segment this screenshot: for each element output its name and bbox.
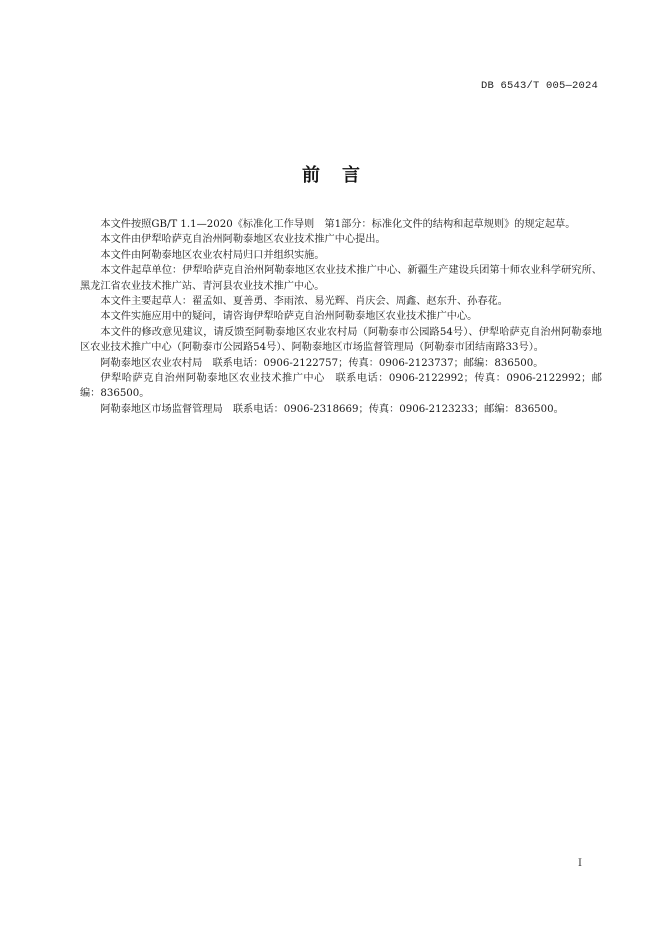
foreword-body (80, 217, 602, 417)
paragraph-contact-market-bureau: 阿勒泰地区市场监督管理局 联系电话：0906-2318669；传真：0906-2123233；邮编：836500。 (100, 403, 564, 415)
paragraph-drafting-units: 本文件起草单位：伊犁哈萨克自治州阿勒泰地区农业技术推广中心、新疆生产建设兵团第十师农业科学研究所、黑龙江省农业技术推广站、青河县农业技术推广中心。 (80, 265, 602, 292)
page-number: I (578, 858, 582, 869)
paragraph-administrator: 本文件由阿勒泰地区农业农村局归口并组织实施。 (100, 249, 325, 261)
paragraph-proposer: 本文件由伊犁哈萨克自治州阿勒泰地区农业技术推广中心提出。 (100, 234, 386, 246)
page-title: 前言 (302, 165, 382, 186)
paragraph-inquiries: 本文件实施应用中的疑问，请咨询伊犁哈萨克自治州阿勒泰地区农业技术推广中心。 (100, 311, 478, 323)
paragraph-contact-tech-center: 伊犁哈萨克自治州阿勒泰地区农业技术推广中心 联系电话：0906-2122992；传真：0906-2122992；邮编：836500。 (80, 373, 602, 400)
paragraph-feedback: 本文件的修改意见建议，请反馈至阿勒泰地区农业农村局（阿勒泰市公园路54号）、伊犁哈萨克自治州阿勒泰地区农业技术推广中心（阿勒泰市公园路54号）、阿勒泰地区市场监督管理局（阿勒泰市团结南路33号）。 (80, 326, 602, 354)
document-code: DB 6543/T 005—2024 (480, 80, 598, 92)
paragraph-drafters: 本文件主要起草人：翟孟如、夏善勇、李雨浓、易光辉、肖庆会、周鑫、赵东升、孙春花。 (100, 296, 508, 308)
paragraph-contact-agriculture-bureau: 阿勒泰地区农业农村局 联系电话：0906-2122757；传真：0906-2123737；邮编：836500。 (100, 357, 544, 369)
paragraph-drafting-rules: 本文件按照GB/T 1.1—2020《标准化工作导则 第1部分：标准化文件的结构和起草规则》的规定起草。 (100, 219, 576, 230)
